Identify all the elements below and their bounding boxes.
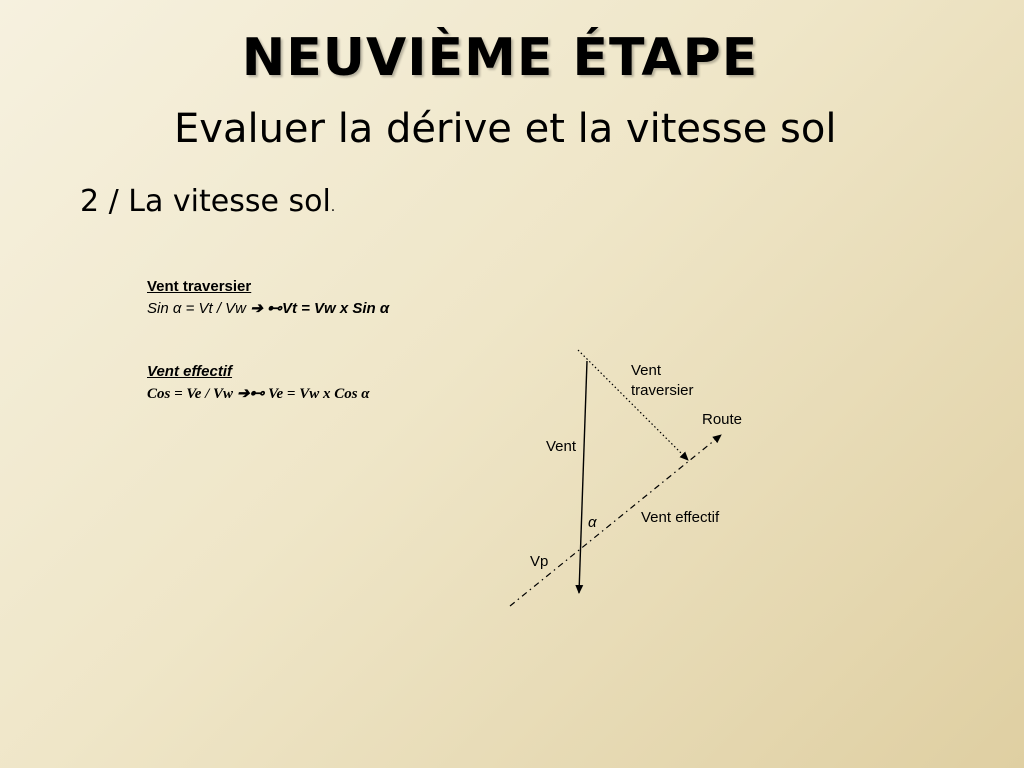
label-route: Route — [702, 411, 743, 428]
arrow-icon: ➔ — [250, 300, 263, 317]
label-vent: Vent — [546, 438, 577, 455]
effective-formula-right: Ve = Vw x Cos α — [268, 386, 370, 402]
effective-heading: Vent effectif — [147, 363, 233, 380]
crosswind-formula-right: Vt = Vw x Sin α — [281, 300, 390, 317]
arrow-icon: ➔ — [236, 386, 250, 402]
crosswind-formula-left: Sin α = Vt / Vw — [147, 300, 251, 317]
slide-subtitle: Evaluer la dérive et la vitesse sol — [174, 106, 837, 152]
label-vent-traversier: Vent — [631, 362, 662, 379]
effective-formula-left: Cos = Ve / Vw — [147, 386, 237, 402]
label-alpha: α — [588, 514, 597, 531]
label-vent-effectif: Vent effectif — [641, 509, 720, 526]
slide-title: NEUVIÈME ÉTAPE — [241, 28, 759, 88]
label-vent-traversier-2: traversier — [631, 382, 694, 399]
key-icon: ⊷ — [249, 386, 269, 402]
section-text: 2 / La vitesse sol — [80, 184, 331, 219]
wind-vector-line — [579, 361, 587, 593]
key-icon: ⊷ — [262, 300, 282, 317]
section-dot: . — [330, 199, 336, 215]
crosswind-heading: Vent traversier — [147, 278, 252, 295]
label-vp: Vp — [530, 553, 549, 570]
